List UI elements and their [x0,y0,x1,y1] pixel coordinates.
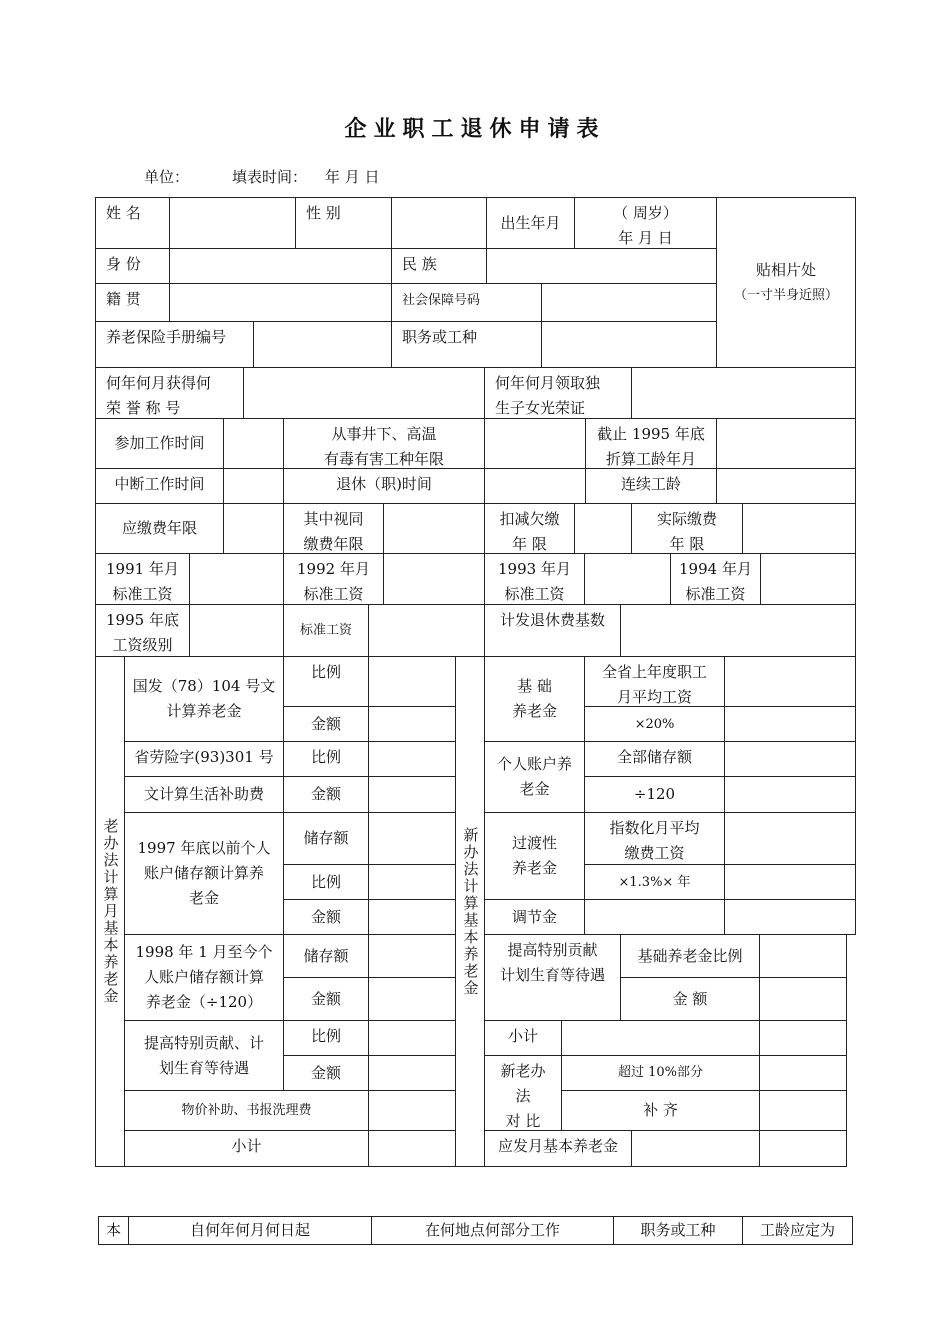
form-label-text: 提高特别贡献、计 划生育等待遇 [143,1033,264,1077]
form-label-cell [584,706,725,742]
form-label-cell [124,1020,284,1091]
form-input-cell[interactable] [368,656,456,707]
form-label-cell [631,503,743,554]
form-label-cell [484,503,575,554]
form-label-cell [95,468,224,504]
form-input-cell[interactable] [383,553,485,605]
form-label-text: 比例 [310,872,341,891]
form-label-cell [283,553,384,605]
unit-label: 单位： [144,168,190,186]
form-label-text: 社会保障号码 [402,293,481,308]
form-label-text: 养老保险手册编号 [106,328,227,346]
form-label-cell [484,604,621,657]
form-label-cell [670,553,761,605]
form-input-cell[interactable] [759,934,847,978]
form-label-cell [391,283,542,322]
form-label-text: 出生年月 [500,213,561,232]
form-label-cell [124,776,284,813]
form-label-text: 金额 [310,907,341,926]
form-input-cell[interactable] [368,776,456,813]
form-input-cell[interactable] [716,418,856,469]
form-input-cell[interactable] [368,706,456,742]
form-input-cell[interactable] [759,1020,847,1056]
form-input-cell[interactable] [223,468,284,504]
form-label-cell [584,741,725,777]
form-input-cell[interactable] [724,776,856,813]
form-label-cell [455,656,485,1167]
form-label-cell [95,553,190,605]
form-input-cell[interactable] [584,553,671,605]
form-label-cell [124,934,284,1021]
form-input-cell[interactable] [189,604,284,657]
form-label-cell [283,468,485,504]
form-label-cell [585,418,717,469]
form-label-cell [584,656,725,707]
form-label-text: 新老办 法 对 比 [500,1062,546,1130]
form-label-cell [371,1216,614,1245]
form-label-cell [716,197,856,368]
form-label-text: 金 额 [672,989,708,1008]
form-label-text: 金额 [310,785,341,803]
form-label-cell [283,418,485,469]
form-label-cell [620,977,760,1021]
form-input-cell[interactable] [368,812,456,865]
form-label-cell [484,812,585,900]
form-label-text: 1994 年月 标准工资 [679,560,752,603]
form-label-cell [391,321,542,368]
form-label-cell [283,977,369,1021]
form-input-cell[interactable] [561,1020,760,1056]
form-input-cell[interactable] [584,899,725,935]
form-label-cell [124,812,284,935]
form-label-cell [95,418,224,469]
form-label-cell [283,1020,369,1056]
form-input-cell[interactable] [724,656,856,707]
form-label-text: 1993 年月 标准工资 [498,560,571,603]
form-input-cell[interactable] [724,741,856,777]
form-label-text: 金额 [310,989,341,1008]
form-label-text: 籍 贯 [106,290,141,308]
form-input-cell[interactable] [169,248,392,284]
form-label-text: ×1.3%× 年 [618,874,691,890]
form-label-cell [484,899,585,935]
fill-time-label: 填表时间： [232,168,308,186]
form-label-text: 从事井下、高温 有毒有害工种年限 [323,425,444,468]
form-input-cell[interactable] [541,283,717,322]
form-label-text: 物价补助、书报洗理费 [181,1103,312,1118]
form-input-cell[interactable] [368,899,456,935]
form-label-text: 国发（78）104 号文 计算养老金 [132,677,276,720]
form-label-text: 1998 年 1 月至今个 人账户储存额计算 养老金（÷120） [135,943,273,1011]
form-label-text: 贴相片处 [755,260,816,279]
form-label-cell [620,934,760,978]
form-label-text: 姓 名 [106,204,141,222]
form-label-text: 比例 [310,1027,341,1045]
form-input-cell[interactable] [368,934,456,978]
form-input-cell[interactable] [391,197,487,249]
form-label-text: 参加工作时间 [114,434,205,452]
form-label-text: 小计 [507,1027,538,1045]
form-label-text: 全省上年度职工 月平均工资 [601,663,707,706]
form-label-text: 连续工龄 [620,475,681,493]
form-label-cell [98,1216,129,1245]
form-label-cell [484,741,585,813]
form-label-text: 标准工资 [299,623,352,638]
form-label-note: （一寸半身近照） [733,287,838,303]
form-label-text: 基础养老金比例 [637,946,743,965]
form-input-cell[interactable] [759,977,847,1021]
form-label-cell [561,1055,760,1091]
form-label-text: 自何年何月何日起 [189,1221,310,1239]
form-label-text: 性 别 [306,204,341,222]
form-input-cell[interactable] [760,553,856,605]
form-input-cell[interactable] [223,418,284,469]
form-label-text: 1992 年月 标准工资 [297,560,370,603]
form-label-cell [283,812,369,865]
form-label-cell [484,1055,562,1131]
form-label-text: 在何地点何部分工作 [424,1221,560,1239]
form-input-cell[interactable] [620,604,856,657]
form-label-cell [742,1216,853,1245]
form-label-text: （ 周岁） 年 月 日 [613,204,678,247]
form-label-text: 比例 [310,663,341,681]
form-label-text: 金额 [310,714,341,733]
form-title: 企业职工退休申请表 [344,117,606,142]
form-label-text: 过渡性 养老金 [511,834,557,877]
form-label-cell [484,367,632,419]
form-input-cell[interactable] [724,864,856,900]
form-label-text: 1991 年月 标准工资 [106,560,179,603]
form-label-cell [295,197,392,249]
form-label-text: 全部储存额 [616,748,692,766]
form-input-cell[interactable] [742,503,856,554]
form-label-cell [283,1055,369,1091]
form-label-cell [484,1020,562,1056]
form-label-cell [484,656,585,742]
form-label-text: 何年何月获得何 荣 誉 称 号 [106,374,212,417]
form-input-cell[interactable] [368,604,485,657]
form-label-text: 职务或工种 [640,1221,716,1239]
date-label: 年 月 日 [325,168,380,186]
form-label-cell [561,1090,760,1131]
form-input-cell[interactable] [243,367,485,419]
form-label-text: 截止 1995 年底 折算工龄年月 [597,425,705,468]
form-label-cell [95,248,170,284]
form-label-cell [124,1130,369,1167]
form-label-text: 指数化月平均 缴费工资 [609,819,700,862]
form-label-cell [95,604,190,657]
form-label-text: 职务或工种 [402,328,478,346]
form-label-text: 应缴费年限 [121,519,197,537]
form-label-cell [585,468,717,504]
form-label-text: 储存额 [303,946,349,965]
form-input-cell[interactable] [368,1055,456,1091]
form-label-text: 省劳险字(93)301 号 [134,748,274,766]
form-label-text: 基 础 养老金 [511,677,557,720]
form-label-cell [283,706,369,742]
form-input-cell[interactable] [724,812,856,865]
form-label-text: 应发月基本养老金 [497,1137,618,1155]
form-label-text: 储存额 [303,829,349,847]
form-input-cell[interactable] [169,283,392,322]
form-label-cell [95,656,125,1167]
form-input-cell[interactable] [368,977,456,1021]
form-input-cell[interactable] [189,553,284,605]
form-label-cell [283,656,369,707]
form-label-text: 文计算生活补助费 [143,785,264,803]
form-label-text: 退休（职)时间 [336,475,432,493]
form-input-cell[interactable] [541,321,717,368]
form-input-cell[interactable] [716,468,856,504]
form-input-cell[interactable] [368,1130,456,1167]
form-label-cell [613,1216,743,1245]
form-label-cell [95,197,170,249]
form-input-cell[interactable] [368,741,456,777]
form-label-cell [283,741,369,777]
form-label-cell [124,1090,369,1131]
form-input-cell[interactable] [368,1090,456,1131]
form-label-cell [283,864,369,900]
form-label-cell [128,1216,372,1245]
form-input-cell[interactable] [759,1055,847,1091]
form-label-text: 老办法计算月基本养老金 [101,818,120,1005]
form-label-cell [283,934,369,978]
form-input-cell[interactable] [724,899,856,935]
form-input-cell[interactable] [223,503,284,554]
form-label-text: 计发退休费基数 [499,611,605,629]
form-label-cell [391,248,487,284]
form-label-text: 补 齐 [643,1101,678,1119]
form-label-text: 提高特别贡献 计划生育等待遇 [499,941,605,984]
form-input-cell[interactable] [484,418,586,469]
form-label-cell [484,1130,632,1167]
form-label-text: 实际缴费 年 限 [656,510,717,553]
form-label-text: 调节金 [511,907,557,926]
form-label-text: 何年何月领取独 生子女光荣证 [495,374,601,417]
form-label-cell [484,553,585,605]
form-label-cell [283,776,369,813]
form-label-text: 其中视同 缴费年限 [303,510,364,553]
form-label-text: 民 族 [402,255,437,273]
form-input-cell[interactable] [368,1020,456,1056]
form-label-text: 新办法计算基本养老金 [461,826,480,997]
form-label-cell [574,197,717,249]
form-label-cell [124,656,284,742]
form-label-text: 个人账户养 老金 [496,755,572,798]
form-label-text: 1995 年底 工资级别 [106,611,179,654]
form-label-text: 金额 [310,1063,341,1082]
form-label-text: 身 份 [106,255,141,273]
form-label-cell [584,776,725,813]
form-label-cell [584,864,725,900]
form-label-cell [124,741,284,777]
form-input-cell[interactable] [383,503,485,554]
form-label-cell [486,197,575,249]
form-label-cell [283,604,369,657]
form-input-cell[interactable] [759,1090,847,1131]
form-input-cell[interactable] [724,706,856,742]
form-input-cell[interactable] [631,367,856,419]
form-label-text: 本 [105,1221,121,1239]
form-label-cell [484,934,621,1021]
form-input-cell[interactable] [169,197,296,249]
form-input-cell[interactable] [486,248,717,284]
form-label-text: 比例 [310,748,341,766]
form-label-text: 1997 年底以前个人 账户储存额计算养 老金 [137,839,271,907]
form-label-cell [283,899,369,935]
form-input-cell[interactable] [484,468,586,504]
form-label-text: 工龄应定为 [759,1221,835,1239]
form-label-cell [95,321,254,368]
form-label-text: 小计 [231,1137,262,1155]
form-label-cell [95,367,244,419]
form-input-cell[interactable] [759,1130,847,1167]
form-label-cell [95,283,170,322]
form-label-cell [283,503,384,554]
form-label-text: 中断工作时间 [114,475,205,493]
form-input-cell[interactable] [574,503,632,554]
form-label-text: 超过 10%部分 [617,1065,704,1080]
form-input-cell[interactable] [368,864,456,900]
form-label-cell [95,503,224,554]
form-label-text: ×20% [634,716,675,732]
form-input-cell[interactable] [631,1130,760,1167]
form-label-text: 扣减欠缴 年 限 [499,510,560,553]
form-label-text: ÷120 [633,785,676,803]
form-label-cell [584,812,725,865]
form-input-cell[interactable] [253,321,392,368]
